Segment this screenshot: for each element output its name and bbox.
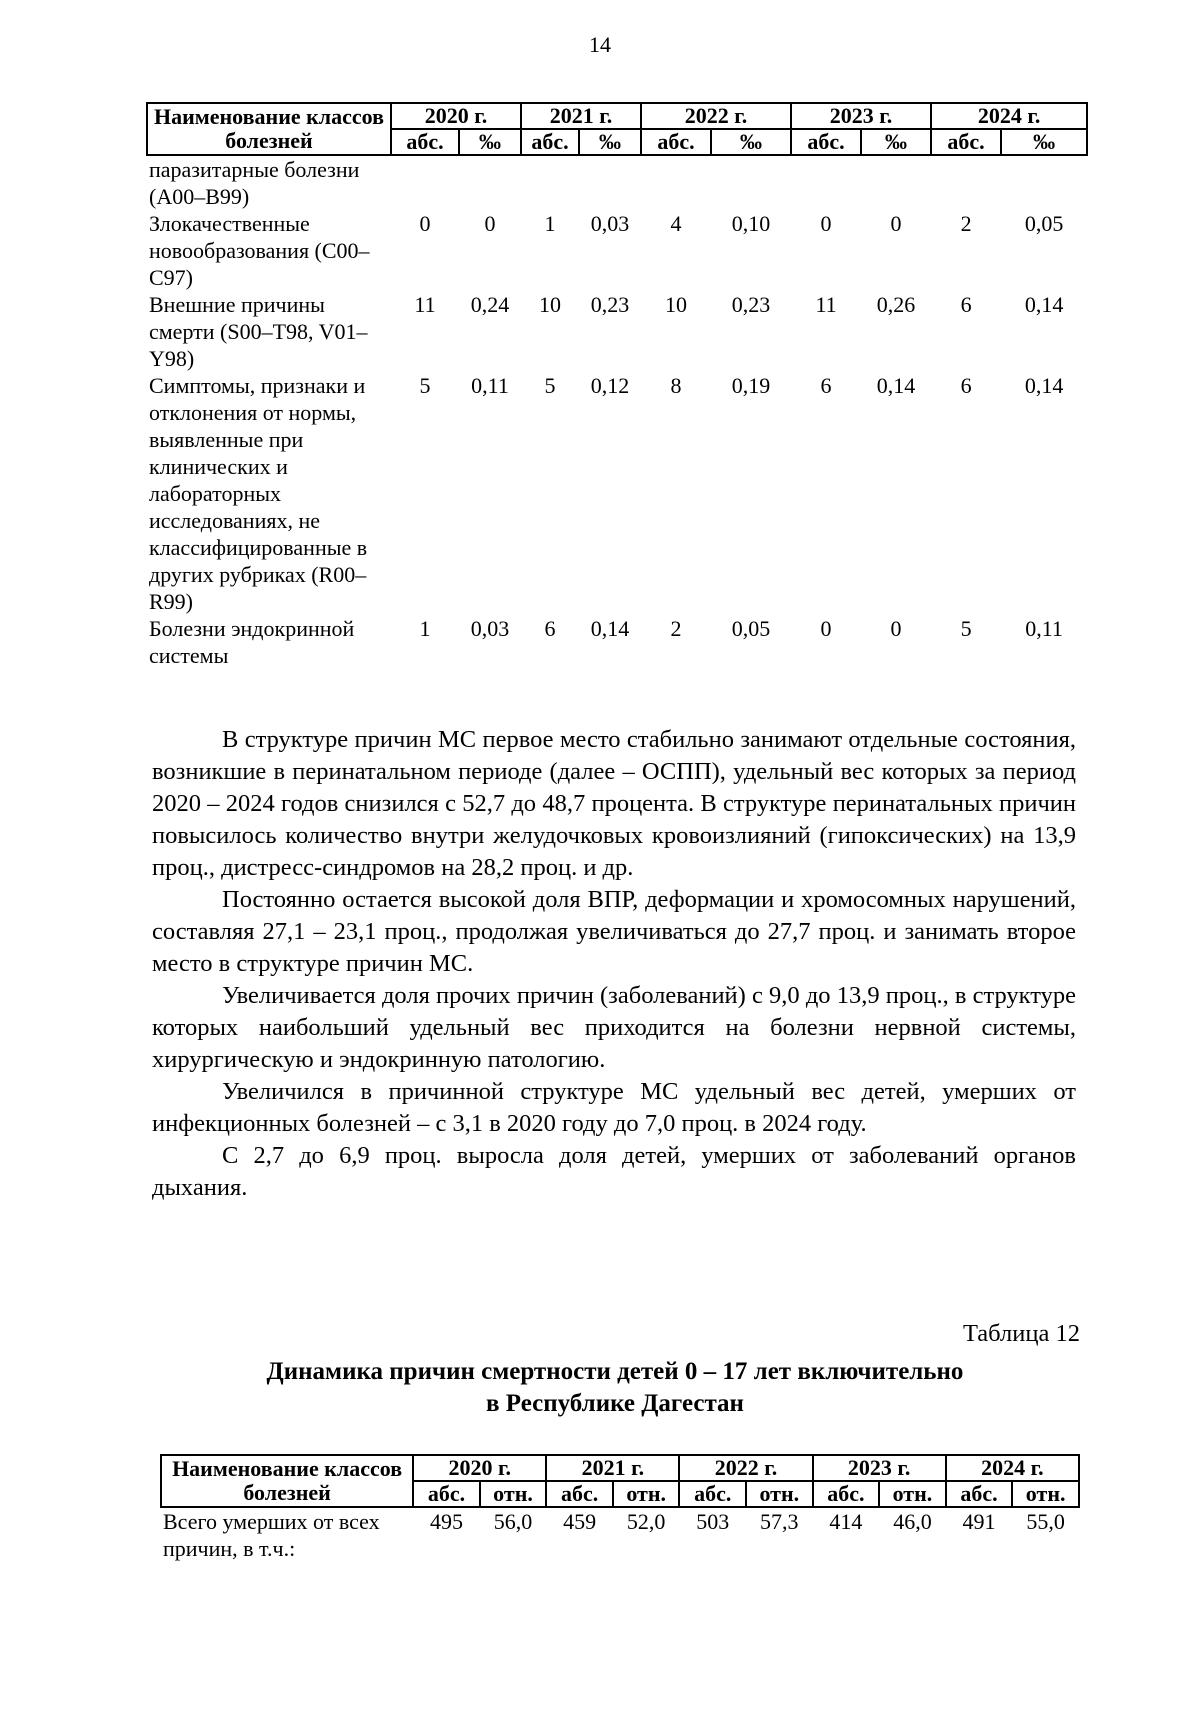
disease-class-name: Внешние причины смерти (S00–T98, V01–Y98) [149, 292, 368, 371]
cell-value: 6 [544, 616, 556, 641]
body-text [152, 724, 1076, 1204]
cell-value: 0 [890, 211, 902, 236]
cell-value: 0 [484, 211, 496, 236]
table-title-line: Динамика причин смертности детей 0 – 17 лет включительно [266, 1358, 964, 1385]
permille-subheader: ‰ [711, 129, 791, 155]
rel-subheader: отн. [1012, 1481, 1079, 1507]
cell-value: 0,03 [590, 211, 630, 236]
paragraph: В структуре причин МС первое место стабильно занимают отдельные состояния, возникшие в перинатальном периоде (далее – ОСПП), удельный вес которых за период 2020 – 2024 годов снизился с 52,7 до 48,7 процента. В структуре перинатальных причин повысилось количество внутри желудочковых кровоизлияний (гипоксических) на 13,9 проц., дистресс-синдромов на 28,2 проц. и др. [152, 726, 1076, 881]
cell-value [579, 155, 641, 210]
cell-value: 6 [960, 373, 972, 398]
cell-value: 0,11 [1025, 616, 1063, 641]
permille-subheader: ‰ [1001, 129, 1087, 155]
year-header: 2023 г. [791, 103, 931, 129]
cell-value: 55,0 [1026, 1509, 1065, 1534]
year-header: 2020 г. [413, 1455, 546, 1481]
year-header: 2021 г. [521, 103, 641, 129]
permille-subheader: ‰ [861, 129, 931, 155]
cell-value: 0,23 [731, 292, 771, 317]
disease-class-name: Злокачественные новообразования (C00–C97) [149, 211, 370, 290]
cell-value [861, 155, 931, 210]
abs-subheader: абс. [946, 1481, 1013, 1507]
rel-subheader: отн. [879, 1481, 946, 1507]
disease-class-name: Болезни эндокринной системы [149, 616, 355, 668]
abs-subheader: абс. [931, 129, 1001, 155]
cell-value: 0,12 [590, 373, 630, 398]
name-column-header: Наименование классов болезней [147, 103, 391, 155]
disease-classes-table [146, 102, 1088, 669]
table-row [147, 155, 1087, 210]
cell-value: 0,14 [590, 616, 630, 641]
cell-value: 2 [960, 211, 972, 236]
cell-value: 0,05 [1024, 211, 1064, 236]
cell-value: 459 [563, 1509, 597, 1534]
cell-value: 0,05 [731, 616, 771, 641]
abs-subheader: абс. [641, 129, 711, 155]
table-row [161, 1507, 1079, 1562]
name-column-header: Наименование классов болезней [161, 1455, 413, 1507]
year-header: 2022 г. [679, 1455, 812, 1481]
cell-value: 1 [544, 211, 556, 236]
cell-value [931, 155, 1001, 210]
cell-value: 0,11 [471, 373, 509, 398]
cell-value: 0 [820, 211, 832, 236]
cell-value: 0,14 [876, 373, 916, 398]
cell-value: 0,24 [470, 292, 510, 317]
cell-value: 52,0 [626, 1509, 666, 1534]
table-label: Таблица 12 [962, 1320, 1080, 1347]
paragraph: С 2,7 до 6,9 проц. выросла доля детей, умерших от заболеваний органов дыхания. [152, 1142, 1076, 1201]
cell-value [521, 155, 579, 210]
year-header: 2023 г. [813, 1455, 946, 1481]
rel-subheader: отн. [613, 1481, 680, 1507]
cell-value: 11 [815, 292, 837, 317]
cell-value [1001, 155, 1087, 210]
cell-value: 414 [829, 1509, 863, 1534]
cell-value [641, 155, 711, 210]
abs-subheader: абс. [791, 129, 861, 155]
cell-value: 503 [696, 1509, 730, 1534]
abs-subheader: абс. [679, 1481, 746, 1507]
cell-value: 10 [665, 292, 688, 317]
cell-value: 5 [419, 373, 431, 398]
cell-value [711, 155, 791, 210]
year-header: 2024 г. [931, 103, 1087, 129]
permille-subheader: ‰ [579, 129, 641, 155]
abs-subheader: абс. [546, 1481, 613, 1507]
paragraph: Увеличился в причинной структуре МС удельный вес детей, умерших от инфекционных болезней – с 3,1 в 2020 году до 7,0 проц. в 2024 году. [152, 1078, 1076, 1137]
disease-class-name: Симптомы, признаки и отклонения от нормы, выявленные при клинических и лабораторных исследованиях, не классифицированные в других рубриках (R00–R99) [149, 373, 368, 614]
cell-value [391, 155, 459, 210]
abs-subheader: абс. [521, 129, 579, 155]
abs-subheader: абс. [813, 1481, 880, 1507]
year-header: 2020 г. [391, 103, 521, 129]
cell-value: 2 [670, 616, 682, 641]
cell-value: 6 [820, 373, 832, 398]
cell-value: 11 [414, 292, 436, 317]
cell-value: 0 [820, 616, 832, 641]
cell-value: 8 [670, 373, 682, 398]
cell-value: 0,03 [470, 616, 510, 641]
table-row [147, 615, 1087, 669]
cell-value: 0,14 [1024, 373, 1064, 398]
paragraph: Постоянно остается высокой доля ВПР, деформации и хромосомных нарушений, составляя 27,1 – 23,1 проц., продолжая увеличиваться до 27,7 проц. и занимать второе место в структуре причин МС. [152, 886, 1076, 977]
table-row [147, 372, 1087, 615]
cell-value: 5 [960, 616, 972, 641]
paragraph: Увеличивается доля прочих причин (заболеваний) с 9,0 до 13,9 проц., в структуре которых наибольший удельный вес приходится на болезни нервной системы, хирургическую и эндокринную патологию. [152, 982, 1076, 1073]
permille-subheader: ‰ [459, 129, 521, 155]
rel-subheader: отн. [746, 1481, 813, 1507]
cell-value: 6 [960, 292, 972, 317]
cell-value: 0 [890, 616, 902, 641]
cell-value: 4 [670, 211, 682, 236]
year-header: 2024 г. [946, 1455, 1079, 1481]
abs-subheader: абс. [391, 129, 459, 155]
disease-class-name: паразитарные болезни (A00–B99) [149, 157, 360, 209]
table-row [147, 291, 1087, 372]
cell-value: 46,0 [893, 1509, 932, 1534]
year-header: 2022 г. [641, 103, 791, 129]
abs-subheader: абс. [413, 1481, 480, 1507]
cell-value: 495 [429, 1509, 463, 1534]
cell-value: 491 [962, 1509, 996, 1534]
cell-value: 0,10 [731, 211, 771, 236]
cell-value: 1 [419, 616, 431, 641]
table-title [150, 1356, 1080, 1420]
cell-value: 0,14 [1024, 292, 1064, 317]
cell-value: 10 [539, 292, 562, 317]
table-row [147, 210, 1087, 291]
cell-value: 0,23 [590, 292, 630, 317]
cell-value [459, 155, 521, 210]
page-number: 14 [589, 32, 611, 57]
cell-value: 5 [544, 373, 556, 398]
cell-value: 0,19 [731, 373, 771, 398]
year-header: 2021 г. [546, 1455, 679, 1481]
disease-class-name: Всего умерших от всех причин, в т.ч.: [163, 1509, 380, 1561]
mortality-causes-table [160, 1454, 1080, 1562]
cell-value: 57,3 [760, 1509, 799, 1534]
cell-value: 0,26 [876, 292, 916, 317]
cell-value: 56,0 [493, 1509, 533, 1534]
cell-value: 0 [419, 211, 431, 236]
table-title-line: в Республике Дагестан [486, 1390, 744, 1417]
cell-value [791, 155, 861, 210]
rel-subheader: отн. [480, 1481, 547, 1507]
